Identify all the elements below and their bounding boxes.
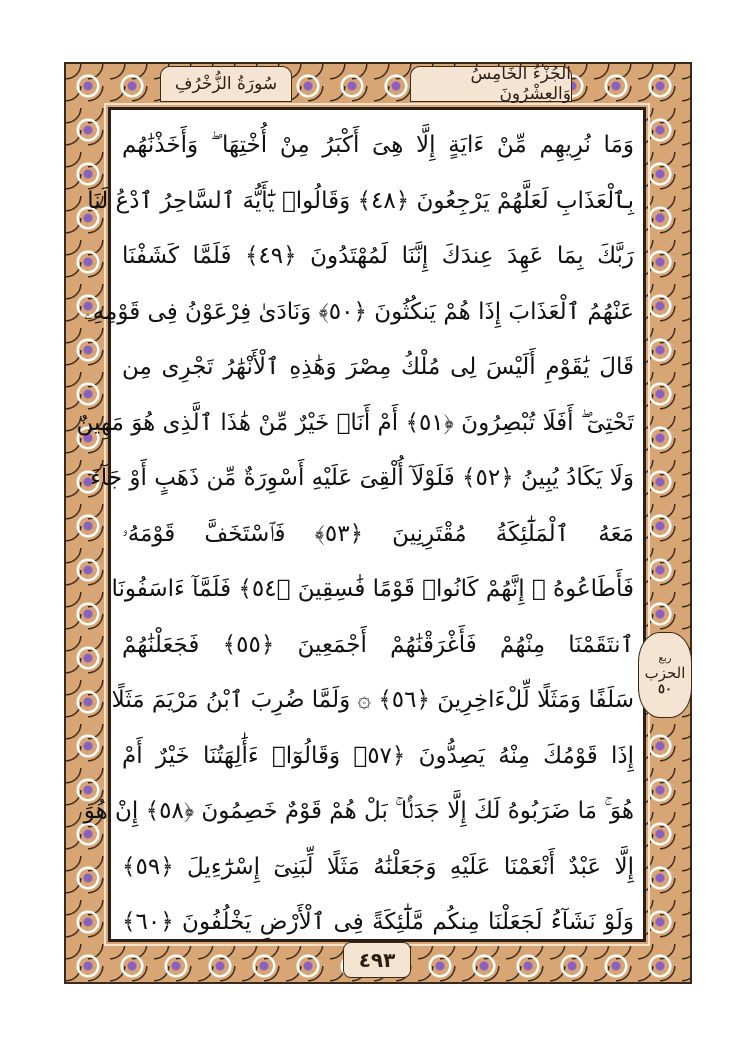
quran-text (76, 118, 634, 951)
hizb-label: الحزب (644, 664, 686, 682)
text-line: سَلَفًا وَمَثَلًا لِّلْءَاخِرِينَ ﴿٥٦﴾ ۞ وَلَمَّا ضُرِبَ ٱبْنُ مَرْيَمَ مَثَلًا (111, 687, 634, 713)
text-line: قَالَ يَٰقَوْمِ أَلَيْسَ لِى مُلْكُ مِصْرَ وَهَٰذِهِ ٱلْأَنْهَٰرُ تَجْرِى مِن (122, 354, 634, 380)
text-line: ٱنتَقَمْنَا مِنْهُمْ فَأَغْرَقْنَٰهُمْ أَجْمَعِينَ ﴿٥٥﴾ فَجَعَلْنَٰهُمْ (122, 631, 634, 658)
text-line: تَحْتِىٓ ۖ أَفَلَا تُبْصِرُونَ ﴿٥١﴾ أَمْ أَنَا۠ خَيْرٌ مِّنْ هَٰذَا ٱلَّذِى هُوَ مَهِينٌ (76, 409, 634, 436)
text-line: وَلَوْ نَشَآءُ لَجَعَلْنَا مِنكُم مَّلَٰٓئِكَةً فِى ٱلْأَرْضِ يَخْلُفُونَ ﴿٦٠﴾ (122, 909, 634, 935)
text-line: رَبَّكَ بِمَا عَهِدَ عِندَكَ إِنَّنَا لَمُهْتَدُونَ ﴿٤٩﴾ فَلَمَّا كَشَفْنَا (122, 243, 634, 269)
surah-title: سُورَةُ الزُّخْرُفِ (160, 66, 292, 102)
text-line: وَلَا يَكَادُ يُبِينُ ﴿٥٢﴾ فَلَوْلَآ أُلْقِىَ عَلَيْهِ أَسْوِرَةٌ مِّن ذَهَبٍ أَوْ جَآءَ (90, 465, 634, 491)
text-line: هُوَ ۚ مَا ضَرَبُوهُ لَكَ إِلَّا جَدَلًۢا ۚ بَلْ هُمْ قَوْمٌ خَصِمُونَ ﴿٥٨﴾ إِنْ هُوَ (83, 798, 634, 824)
juz-title: الجُزْءُ الخَامِسُ وَالعِشْرُونَ (410, 66, 572, 102)
hizb-label-rub: ربع (658, 653, 672, 664)
hizb-quarter-marker (638, 632, 692, 718)
text-line: بِٱلْعَذَابِ لَعَلَّهُمْ يَرْجِعُونَ ﴿٤٨﴾ وَقَالُوا۟ يَٰٓأَيُّهَ ٱلسَّاحِرُ ٱدْعُ لَنَا (87, 187, 634, 214)
text-line: فَأَطَاعُوهُ ۚ إِنَّهُمْ كَانُوا۟ قَوْمًا فَٰسِقِينَ ﴿٥٤﴾ فَلَمَّآ ءَاسَفُونَا (111, 576, 634, 602)
page-number: ٤٩٣ (343, 942, 411, 978)
text-line: إِذَا قَوْمُكَ مِنْهُ يَصِدُّونَ ﴿٥٧﴾ وَقَالُوٓا۟ ءَأَٰلِهَتُنَا خَيْرٌ أَمْ (122, 742, 634, 769)
hizb-number: ٥٠ (658, 682, 672, 697)
text-line: مَعَهُ ٱلْمَلَٰٓئِكَةُ مُقْتَرِنِينَ ﴿٥٣﴾ فَٱسْتَخَفَّ قَوْمَهُۥ (122, 520, 634, 547)
text-line: إِلَّا عَبْدٌ أَنْعَمْنَا عَلَيْهِ وَجَعَلْنَٰهُ مَثَلًا لِّبَنِىٓ إِسْرَٰٓءِيلَ ﴿٥٩﴾ (122, 853, 634, 880)
text-line: عَنْهُمُ ٱلْعَذَابَ إِذَا هُمْ يَنكُثُونَ ﴿٥٠﴾ وَنَادَىٰ فِرْعَوْنُ فِى قَوْمِهِۦ (83, 298, 634, 325)
text-line: وَمَا نُرِيهِم مِّنْ ءَايَةٍ إِلَّا هِىَ أَكْبَرُ مِنْ أُخْتِهَا ۖ وَأَخَذْنَٰهُم (122, 132, 634, 158)
